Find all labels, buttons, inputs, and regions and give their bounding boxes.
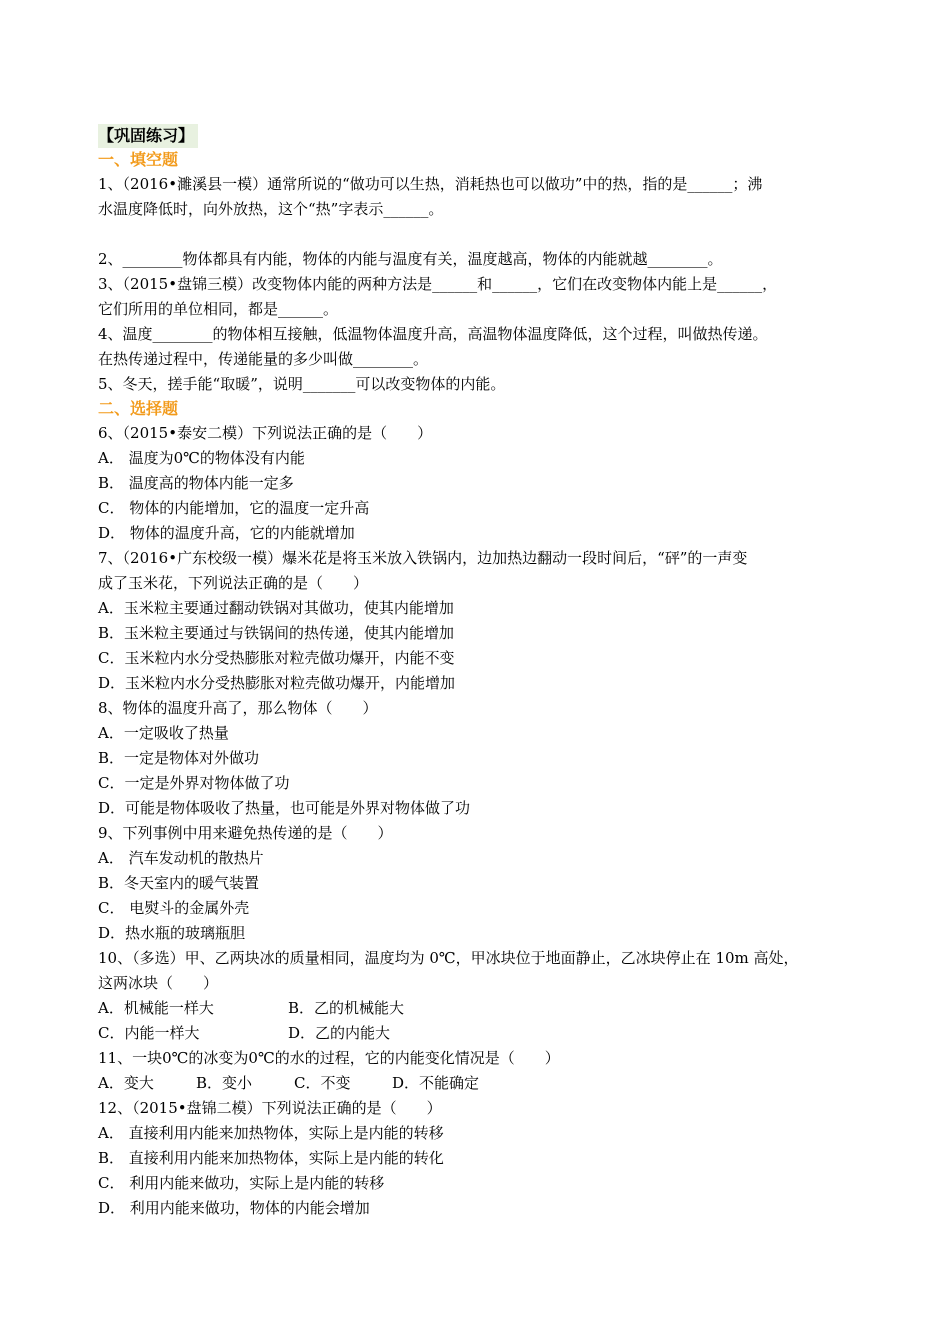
question-7-option-b: B．玉米粒主要通过与铁锅间的热传递，使其内能增加 bbox=[98, 624, 455, 642]
question-10-options-row-1 bbox=[98, 996, 868, 1021]
blank-gap bbox=[98, 222, 868, 247]
question-9-option-c: C． 电熨斗的金属外壳 bbox=[98, 899, 250, 917]
question-10-option-a: A．机械能一样大 bbox=[98, 999, 214, 1017]
question-12-stem: 12、（2015•盘锦二模）下列说法正确的是（ ） bbox=[98, 1099, 442, 1117]
question-8-option-d: D．可能是物体吸收了热量，也可能是外界对物体做了功 bbox=[98, 799, 471, 817]
question-8-option-a: A．一定吸收了热量 bbox=[98, 724, 229, 742]
question-11-stem: 11、一块0℃的冰变为0℃的水的过程，它的内能变化情况是（ ） bbox=[98, 1049, 560, 1067]
question-10-option-b: B．乙的机械能大 bbox=[288, 999, 405, 1017]
question-10-option-c: C．内能一样大 bbox=[98, 1024, 200, 1042]
question-7-option-d: D．玉米粒内水分受热膨胀对粒壳做功爆开，内能增加 bbox=[98, 674, 456, 692]
question-3-line-2: 它们所用的单位相同，都是______。 bbox=[98, 300, 339, 318]
question-11-options-row bbox=[98, 1071, 868, 1096]
section-fill-blank-heading: 一、填空题 bbox=[98, 150, 179, 169]
question-7-stem-line-1: 7、（2016•广东校级一模）爆米花是将玉米放入铁锅内，边加热边翻动一段时间后，“砰”的一声变 bbox=[98, 549, 748, 567]
question-9-option-d: D．热水瓶的玻璃瓶胆 bbox=[98, 924, 246, 942]
question-7-option-a: A．玉米粒主要通过翻动铁锅对其做功，使其内能增加 bbox=[98, 599, 454, 617]
question-9-stem: 9、下列事例中用来避免热传递的是（ ） bbox=[98, 824, 393, 842]
worksheet-page bbox=[98, 124, 868, 1221]
question-3-line-1: 3、（2015•盘锦三模）改变物体内能的两种方法是______和______，它们在改变物体内能上是______， bbox=[98, 275, 778, 293]
question-12-option-d: D． 利用内能来做功，物体的内能会增加 bbox=[98, 1199, 370, 1217]
question-12-option-b: B． 直接利用内能来加热物体，实际上是内能的转化 bbox=[98, 1149, 444, 1167]
question-6-option-d: D． 物体的温度升高，它的内能就增加 bbox=[98, 524, 355, 542]
question-11-option-d: D．不能确定 bbox=[392, 1074, 480, 1092]
question-9-option-a: A． 汽车发动机的散热片 bbox=[98, 849, 264, 867]
question-1-line-2: 水温度降低时，向外放热，这个“热”字表示______。 bbox=[98, 200, 444, 218]
question-8-stem: 8、物体的温度升高了，那么物体（ ） bbox=[98, 699, 378, 717]
question-12-option-a: A． 直接利用内能来加热物体，实际上是内能的转移 bbox=[98, 1124, 444, 1142]
question-2-line-1: 2、________物体都具有内能，物体的内能与温度有关，温度越高，物体的内能就越________。 bbox=[98, 250, 723, 268]
question-9-option-b: B．冬天室内的暖气装置 bbox=[98, 874, 260, 892]
question-8-option-b: B．一定是物体对外做功 bbox=[98, 749, 260, 767]
question-6-option-c: C． 物体的内能增加，它的温度一定升高 bbox=[98, 499, 370, 517]
review-title: 【巩固练习】 bbox=[98, 124, 198, 148]
question-12-option-c: C． 利用内能来做功，实际上是内能的转移 bbox=[98, 1174, 385, 1192]
question-11-option-a: A．变大 bbox=[98, 1074, 154, 1092]
question-5-line-1: 5、冬天，搓手能“取暖”，说明_______可以改变物体的内能。 bbox=[98, 375, 506, 393]
question-6-stem: 6、（2015•泰安二模）下列说法正确的是（ ） bbox=[98, 424, 433, 442]
question-6-option-a: A． 温度为0℃的物体没有内能 bbox=[98, 449, 305, 467]
question-11-option-c: C．不变 bbox=[294, 1074, 351, 1092]
section-multiple-choice-heading: 二、选择题 bbox=[98, 399, 179, 418]
question-11-option-b: B．变小 bbox=[196, 1074, 253, 1092]
question-10-stem-line-1: 10、（多选）甲、乙两块冰的质量相同，温度均为 0℃，甲冰块位于地面静止，乙冰块停止在 10m 高处， bbox=[98, 949, 799, 967]
question-4-line-1: 4、温度________的物体相互接触，低温物体温度升高，高温物体温度降低，这个过程，叫做热传递。 bbox=[98, 325, 768, 343]
question-7-option-c: C．玉米粒内水分受热膨胀对粒壳做功爆开，内能不变 bbox=[98, 649, 455, 667]
question-4-line-2: 在热传递过程中，传递能量的多少叫做________。 bbox=[98, 350, 429, 368]
question-8-option-c: C．一定是外界对物体做了功 bbox=[98, 774, 290, 792]
question-10-option-d: D．乙的内能大 bbox=[288, 1024, 391, 1042]
question-10-stem-line-2: 这两冰块（ ） bbox=[98, 974, 219, 992]
question-6-option-b: B． 温度高的物体内能一定多 bbox=[98, 474, 294, 492]
question-7-stem-line-2: 成了玉米花，下列说法正确的是（ ） bbox=[98, 574, 369, 592]
question-10-options-row-2 bbox=[98, 1021, 868, 1046]
question-1-line-1: 1、（2016•濉溪县一模）通常所说的“做功可以生热，消耗热也可以做功”中的热，指的是______；沸 bbox=[98, 175, 763, 193]
